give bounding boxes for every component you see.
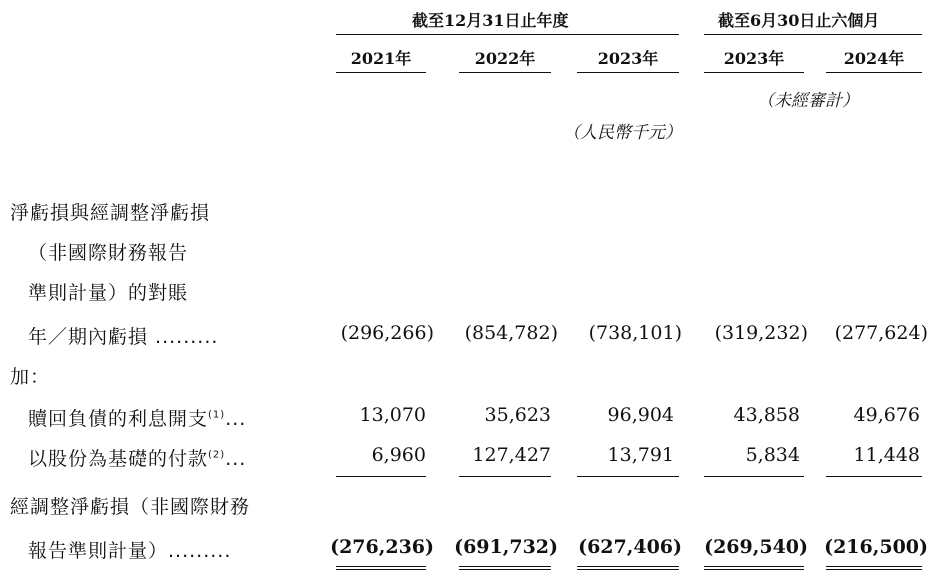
header-annual-group: 截至12月31日止年度 — [412, 11, 569, 30]
year-header-4: 2023年 — [723, 49, 785, 68]
share-2024-h1: 11,448 — [853, 444, 920, 466]
subtotal-rule-3 — [577, 476, 679, 477]
net-loss-2022: (854,782) — [464, 322, 558, 344]
interest-2023: 96,904 — [607, 404, 674, 426]
share-2021: 6,960 — [371, 444, 426, 466]
net-loss-label: 年／期內虧損 ......... — [28, 326, 219, 348]
net-loss-2023-h1: (319,232) — [714, 322, 808, 344]
adjusted-2021: (276,236) — [330, 536, 434, 558]
adjusted-2023: (627,406) — [578, 536, 682, 558]
share-2023-h1: 5,834 — [745, 444, 800, 466]
year-header-1: 2021年 — [350, 49, 412, 68]
total-double-rule-2 — [459, 566, 551, 570]
year-rule-5 — [826, 72, 922, 73]
interest-footnote: (1) — [208, 409, 226, 421]
year-rule-3 — [577, 72, 679, 73]
share-2022: 127,427 — [472, 444, 551, 466]
subtotal-rule-5 — [826, 476, 922, 477]
interest-2023-h1: 43,858 — [733, 404, 800, 426]
subtotal-rule-1 — [336, 476, 426, 477]
interest-2022: 35,623 — [484, 404, 551, 426]
subtotal-rule-2 — [459, 476, 551, 477]
interest-2024-h1: 49,676 — [853, 404, 920, 426]
year-rule-2 — [459, 72, 551, 73]
share-footnote: (2) — [208, 449, 226, 461]
share-2023: 13,791 — [607, 444, 674, 466]
adjusted-2022: (691,732) — [454, 536, 558, 558]
total-double-rule-4 — [704, 566, 804, 570]
title-line-3: 準則計量）的對賬 — [28, 282, 189, 304]
title-line-2: （非國際財務報告 — [28, 242, 189, 264]
share-label-text: 以股份為基礎的付款 — [28, 448, 209, 470]
adjusted-label-line-1: 經調整淨虧損（非國際財務 — [10, 496, 251, 518]
share-dots: ... — [225, 448, 247, 470]
unaudited-note: （未經審計） — [757, 91, 859, 111]
year-header-2: 2022年 — [474, 49, 536, 68]
year-rule-4 — [704, 72, 804, 73]
header-interim-rule — [704, 34, 922, 35]
total-double-rule-3 — [577, 566, 679, 570]
year-rule-1 — [336, 72, 426, 73]
adjusted-2023-h1: (269,540) — [704, 536, 808, 558]
interest-label-text: 贖回負債的利息開支 — [28, 408, 209, 430]
header-annual-rule — [336, 34, 679, 35]
share-label — [28, 444, 246, 471]
net-loss-2021: (296,266) — [340, 322, 434, 344]
total-double-rule-1 — [336, 566, 426, 570]
title-line-1: 淨虧損與經調整淨虧損 — [10, 202, 211, 224]
adjusted-2024-h1: (216,500) — [824, 536, 928, 558]
year-header-3: 2023年 — [597, 49, 659, 68]
subtotal-rule-4 — [704, 476, 804, 477]
net-loss-2023: (738,101) — [588, 322, 682, 344]
unit-note: （人民幣千元） — [563, 123, 682, 143]
add-label: 加： — [10, 366, 51, 388]
header-interim-group: 截至6月30日止六個月 — [718, 11, 880, 30]
year-header-5: 2024年 — [843, 49, 905, 68]
total-double-rule-5 — [826, 566, 922, 570]
interest-dots: ... — [225, 408, 247, 430]
adjusted-label-line-2: 報告準則計量）......... — [28, 540, 232, 562]
net-loss-2024-h1: (277,624) — [834, 322, 928, 344]
interest-label — [28, 404, 246, 431]
interest-2021: 13,070 — [359, 404, 426, 426]
